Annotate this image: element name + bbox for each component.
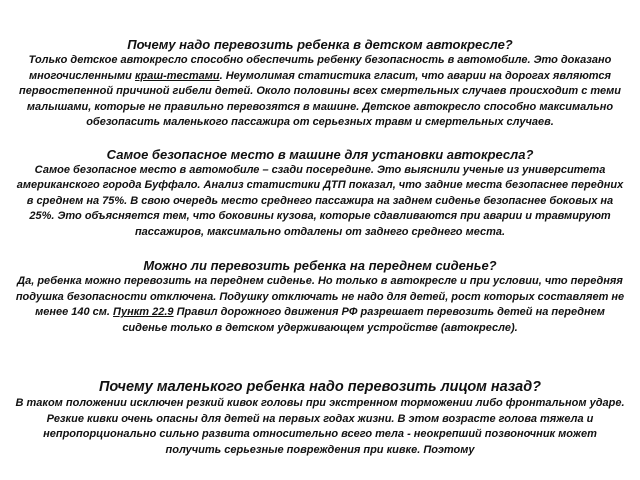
spacer — [14, 240, 626, 258]
section-paragraph — [14, 274, 626, 336]
section-paragraph: Самое безопасное место в автомобиле – сзади посередине. Это выяснили ученые из университета американского города Буффало. Анализ статистики ДТП показал, что задние места безопаснее передних в среднем на 75%. В свою очередь место среднего пассажира на заднем сиденье безопаснее боковых на 25%. Это объясняется тем, что боковины кузова, которые сдавливаются при аварии и травмируют пассажиров, максимально отдалены от заднего среднего места. — [16, 163, 624, 238]
section-paragraph — [14, 53, 626, 131]
crash-tests-link[interactable]: краш-тестами — [134, 69, 220, 82]
paragraph-text: . Неумолимая статистика гласит, что аварии на дорогах являются первостепенной причиной гибели детей. Около половины всех смертельных случаев происходит с теми малышами, которые не правильно перевозятся в машине. Детское автокресло способно максимально обезопасить маленького пассажира от серьезных травм и смертельных случаев. — [18, 69, 621, 128]
section-front-seat — [14, 258, 626, 336]
section-rear-facing — [14, 378, 626, 458]
rule-22-9-link[interactable]: Пункт 22.9 — [113, 306, 174, 318]
section-heading: Можно ли перевозить ребенка на переднем сиденье? — [143, 258, 497, 273]
section-safest-place — [14, 147, 626, 241]
document-body — [14, 37, 626, 458]
paragraph-text: Да, ребенка можно перевозить на переднем сиденье. Но только в автокресле и при условии, что передняя подушка безопасности отключена. Подушку отключать не надо для детей, рост которых составляет не менее 140 см. — [15, 275, 625, 318]
spacer — [14, 131, 626, 147]
section-paragraph: В таком положении исключен резкий кивок головы при экстренном торможении либо фронтальном ударе. Резкие кивки очень опасны для детей на первых годах жизни. В этом возрасте голова тяжела и непропорционально сильно развита относительно всего тела - неокрепший позвоночник может получить серьезные повреждения при кивке. Поэтому — [15, 397, 625, 456]
section-heading: Почему надо перевозить ребенка в детском автокресле? — [127, 37, 513, 52]
section-heading: Почему маленького ребенка надо перевозить лицом назад? — [98, 379, 542, 395]
spacer — [14, 336, 626, 378]
paragraph-text: Только детское автокресло способно обеспечить ребенку безопасность в автомобиле. Это доказано многочисленными — [28, 54, 612, 82]
paragraph-text: Правил дорожного движения РФ разрешает перевозить детей на переднем сиденье только в детском удерживающем устройстве (автокресле). — [122, 306, 605, 334]
section-car-seat-why — [14, 37, 626, 131]
section-heading: Самое безопасное место в машине для установки автокресла? — [106, 146, 534, 162]
